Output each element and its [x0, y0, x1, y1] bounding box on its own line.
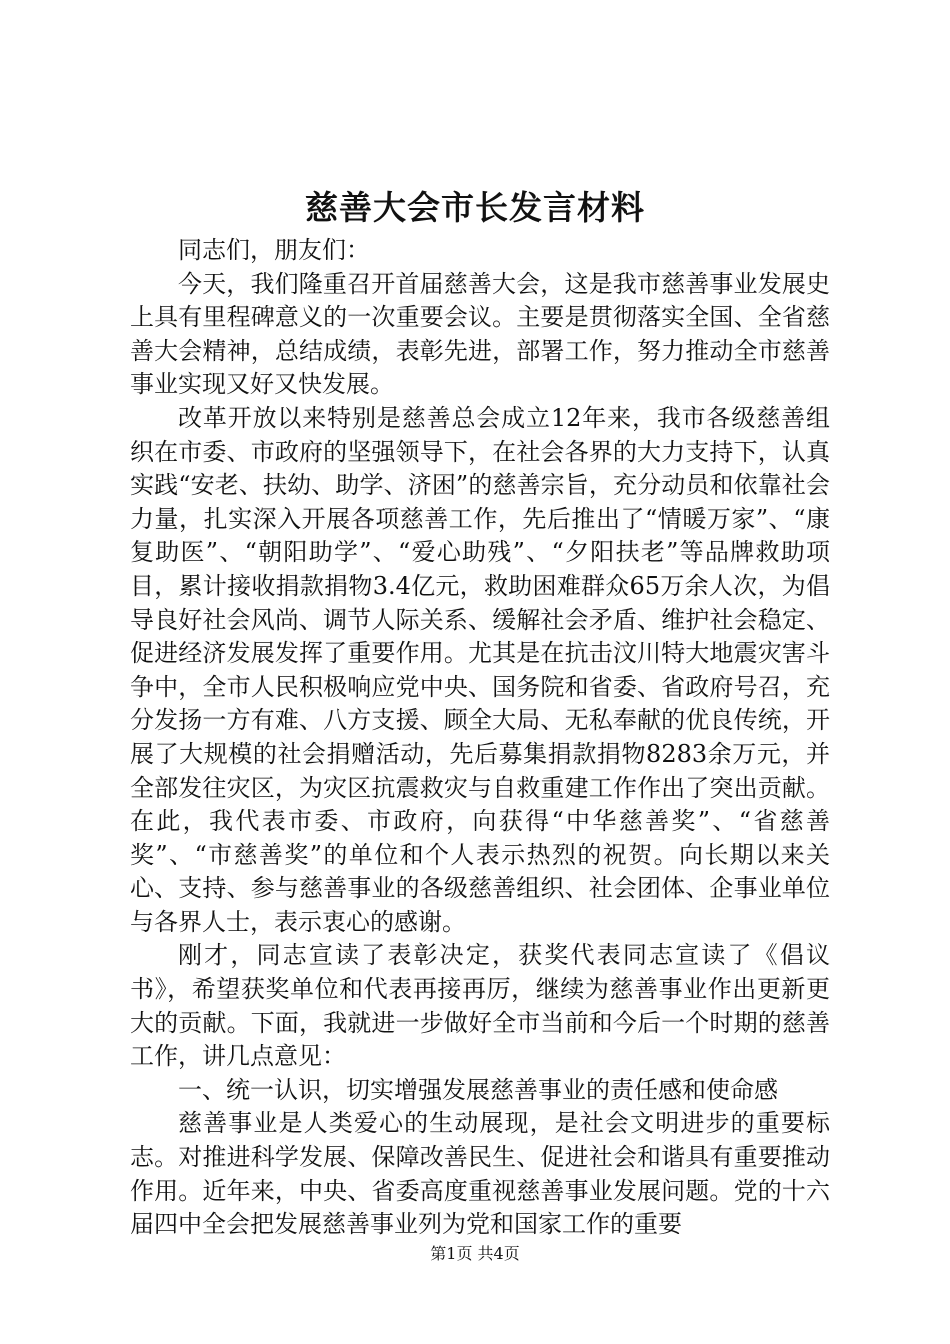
opening-paragraph: 今天，我们隆重召开首届慈善大会，这是我市慈善事业发展史上具有里程碑意义的一次重要会议。主要是贯彻落实全国、全省慈善大会精神，总结成绩，表彰先进，部署工作，努力推动全市慈善事业实现又好又快发展。 [130, 269, 830, 399]
section-paragraph: 慈善事业是人类爱心的生动展现，是社会文明进步的重要标志。对推进科学发展、保障改善民生、促进社会和谐具有重要推动作用。近年来，中央、省委高度重视慈善事业发展问题。党的十六届四中全会把发展慈善事业列为党和国家工作的重要 [130, 1109, 830, 1239]
salutation-paragraph: 同志们，朋友们： [178, 236, 370, 264]
document-body [130, 234, 830, 1242]
section-heading: 一、统一认识，切实增强发展慈善事业的责任感和使命感 [178, 1075, 778, 1104]
transition-paragraph: 刚才，同志宣读了表彰决定，获奖代表同志宣读了《倡议书》，希望获奖单位和代表再接再厉，继续为慈善事业作出更新更大的贡献。下面，我就进一步做好全市当前和今后一个时期的慈善工作，讲几点意见： [130, 941, 830, 1071]
page-footer: 第1页 共4页 [430, 1244, 520, 1263]
achievements-paragraph: 改革开放以来特别是慈善总会成立12年来，我市各级慈善组织在市委、市政府的坚强领导下，在社会各界的大力支持下，认真实践“安老、扶幼、助学、济困”的慈善宗旨，充分动员和依靠社会力量，扎实深入开展各项慈善工作，先后推出了“情暖万家”、“康复助医”、“朝阳助学”、“爱心助残”、“夕阳扶老”等品牌救助项目，累计接收捐款捐物3.4亿元，救助困难群众65万余人次，为倡导良好社会风尚、调节人际关系、缓解社会矛盾、维护社会稳定、促进经济发展发挥了重要作用。尤其是在抗击汶川特大地震灾害斗争中，全市人民积极响应党中央、国务院和省委、省政府号召，充分发扬一方有难、八方支援、顾全大局、无私奉献的优良传统，开展了大规模的社会捐赠活动，先后募集捐款捐物8283余万元，并全部发往灾区，为灾区抗震救灾与自救重建工作作出了突出贡献。在此，我代表市委、市政府，向获得“中华慈善奖”、“省慈善奖”、“市慈善奖”的单位和个人表示热烈的祝贺。向长期以来关心、支持、参与慈善事业的各级慈善组织、社会团体、企事业单位与各界人士，表示衷心的感谢。 [130, 403, 830, 936]
document-title: 慈善大会市长发言材料 [305, 188, 645, 227]
